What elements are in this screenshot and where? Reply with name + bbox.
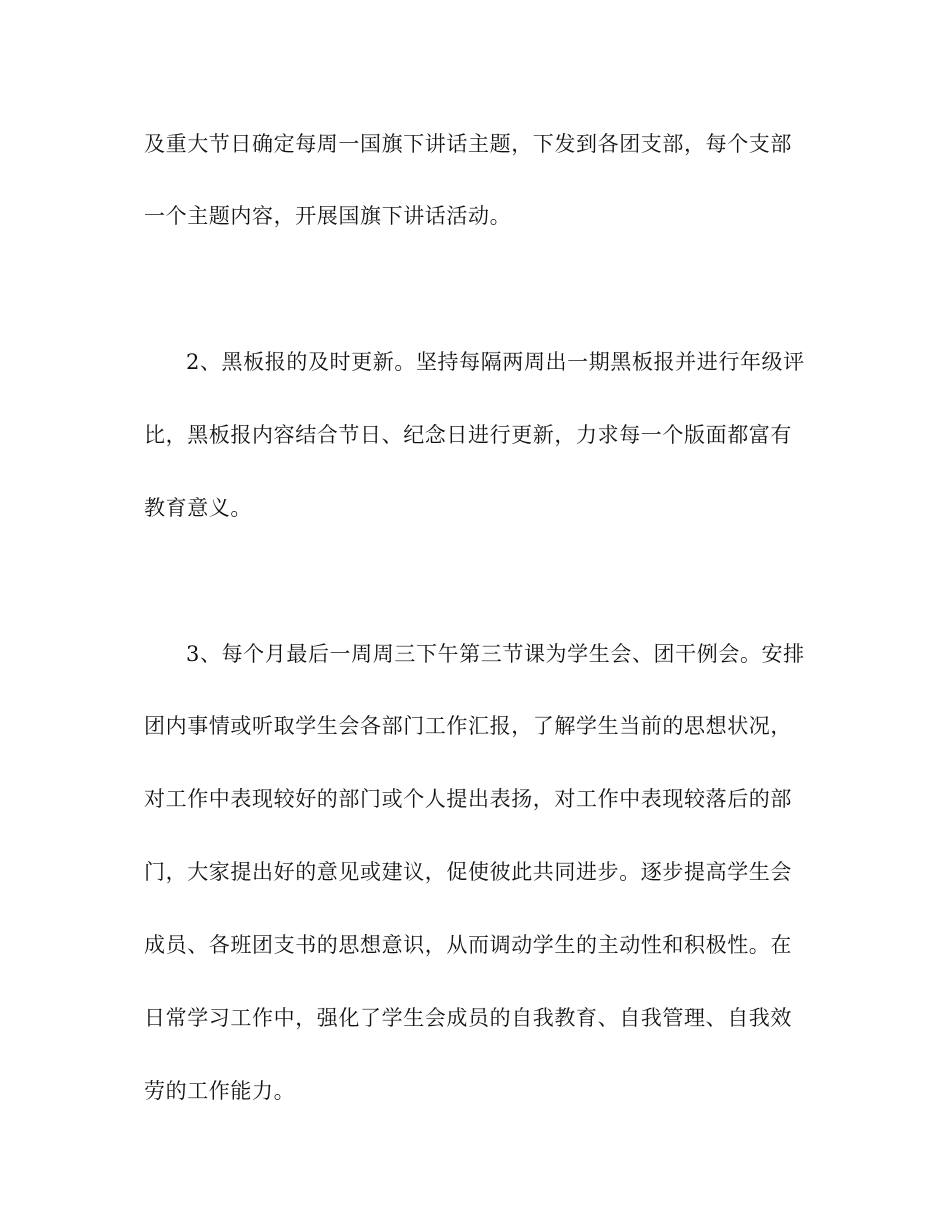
paragraph-3-line-7: 劳的工作能力。	[144, 1079, 296, 1103]
paragraph-3-line-3: 对工作中表现较好的部门或个人提出表扬，对工作中表现较落后的部	[144, 787, 792, 811]
paragraph-3-line-4: 门，大家提出好的意见或建议，促使彼此共同进步。逐步提高学生会	[144, 860, 792, 884]
paragraph-2-line-1: 2、黑板报的及时更新。坚持每隔两周出一期黑板报并进行年级评	[186, 350, 805, 374]
paragraph-2-line-2: 比，黑板报内容结合节日、纪念日进行更新，力求每一个版面都富有	[144, 423, 792, 447]
paragraph-3-line-6: 日常学习工作中，强化了学生会成员的自我教育、自我管理、自我效	[144, 1006, 792, 1030]
paragraph-3-line-1: 3、每个月最后一周周三下午第三节课为学生会、团干例会。安排	[186, 642, 805, 666]
paragraph-1-line-1: 及重大节日确定每周一国旗下讲话主题，下发到各团支部，每个支部	[144, 132, 792, 156]
paragraph-1-line-2: 一个主题内容，开展国旗下讲话活动。	[144, 204, 512, 228]
paragraph-3-line-2: 团内事情或听取学生会各部门工作汇报，了解学生当前的思想状况，	[144, 714, 792, 738]
paragraph-2-line-3: 教育意义。	[144, 496, 252, 520]
paragraph-3-line-5: 成员、各班团支书的思想意识，从而调动学生的主动性和积极性。在	[144, 933, 792, 957]
